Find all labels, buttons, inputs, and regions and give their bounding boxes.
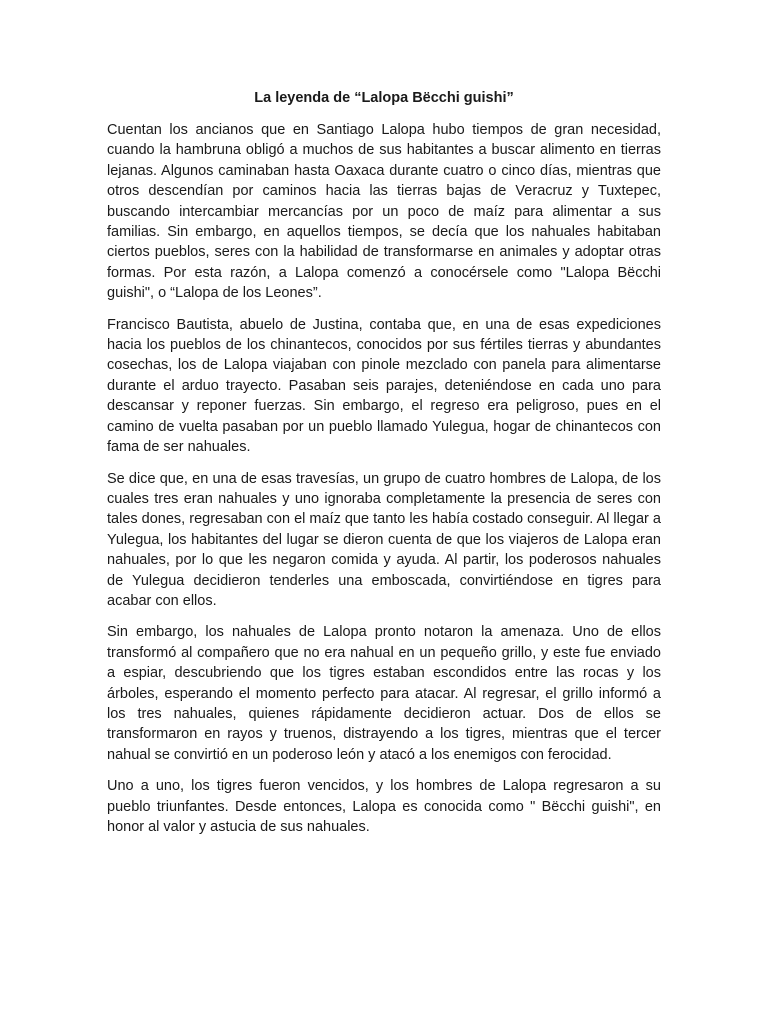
paragraph-1: Cuentan los ancianos que en Santiago Lalopa hubo tiempos de gran necesidad, cuando la hambruna obligó a muchos de sus habitantes a buscar alimento en tierras lejanas. Algunos caminaban hasta Oaxaca durante cuatro o cinco días, mientras que otros descendían por caminos hacia las tierras bajas de Veracruz y Tuxtepec, buscando intercambiar mercancías por un poco de maíz para alimentar a sus familias. Sin embargo, en aquellos tiempos, se decía que los nahuales habitaban ciertos pueblos, seres con la habilidad de transformarse en animales y adoptar otras formas. Por esta razón, a Lalopa comenzó a conocérsele como "Lalopa Bëcchi guishi", o “Lalopa de los Leones”.	[107, 122, 661, 302]
document-title: La leyenda de “Lalopa Bëcchi guishi”	[254, 90, 514, 106]
paragraph-4: Sin embargo, los nahuales de Lalopa pronto notaron la amenaza. Uno de ellos transformó al compañero que no era nahual en un pequeño grillo, y este fue enviado a espiar, descubriendo que los tigres estaban escondidos entre las rocas y los árboles, esperando el momento perfecto para atacar. Al regresar, el grillo informó a los tres nahuales, quienes rápidamente decidieron actuar. Dos de ellos se transformaron en rayos y truenos, distrayendo a los tigres, mientras que el tercer nahual se convirtió en un poderoso león y atacó a los enemigos con ferocidad.	[107, 624, 661, 763]
paragraph-3: Se dice que, en una de esas travesías, un grupo de cuatro hombres de Lalopa, de los cuales tres eran nahuales y uno ignoraba completamente la presencia de seres con tales dones, regresaban con el maíz que tanto les había costado conseguir. Al llegar a Yulegua, los habitantes del lugar se dieron cuenta de que los viajeros de Lalopa eran nahuales, por lo que les negaron comida y ayuda. Al partir, los poderosos nahuales de Yulegua decidieron tenderles una emboscada, convirtiéndose en tigres para acabar con ellos.	[107, 470, 661, 609]
paragraph-5: Uno a uno, los tigres fueron vencidos, y los hombres de Lalopa regresaron a su pueblo triunfantes. Desde entonces, Lalopa es conocida como " Bëcchi guishi", en honor al valor y astucia de sus nahuales.	[107, 778, 661, 835]
paragraph-2: Francisco Bautista, abuelo de Justina, contaba que, en una de esas expediciones hacia los pueblos de los chinantecos, conocidos por sus fértiles tierras y abundantes cosechas, los de Lalopa viajaban con pinole mezclado con panela para alimentarse durante el arduo trayecto. Pasaban seis parajes, deteniéndose en cada uno para descansar y reponer fuerzas. Sin embargo, el regreso era peligroso, pues en el camino de vuelta pasaban por un pueblo llamado Yulegua, hogar de chinantecos con fama de ser nahuales.	[107, 316, 661, 456]
document-body	[107, 88, 661, 848]
